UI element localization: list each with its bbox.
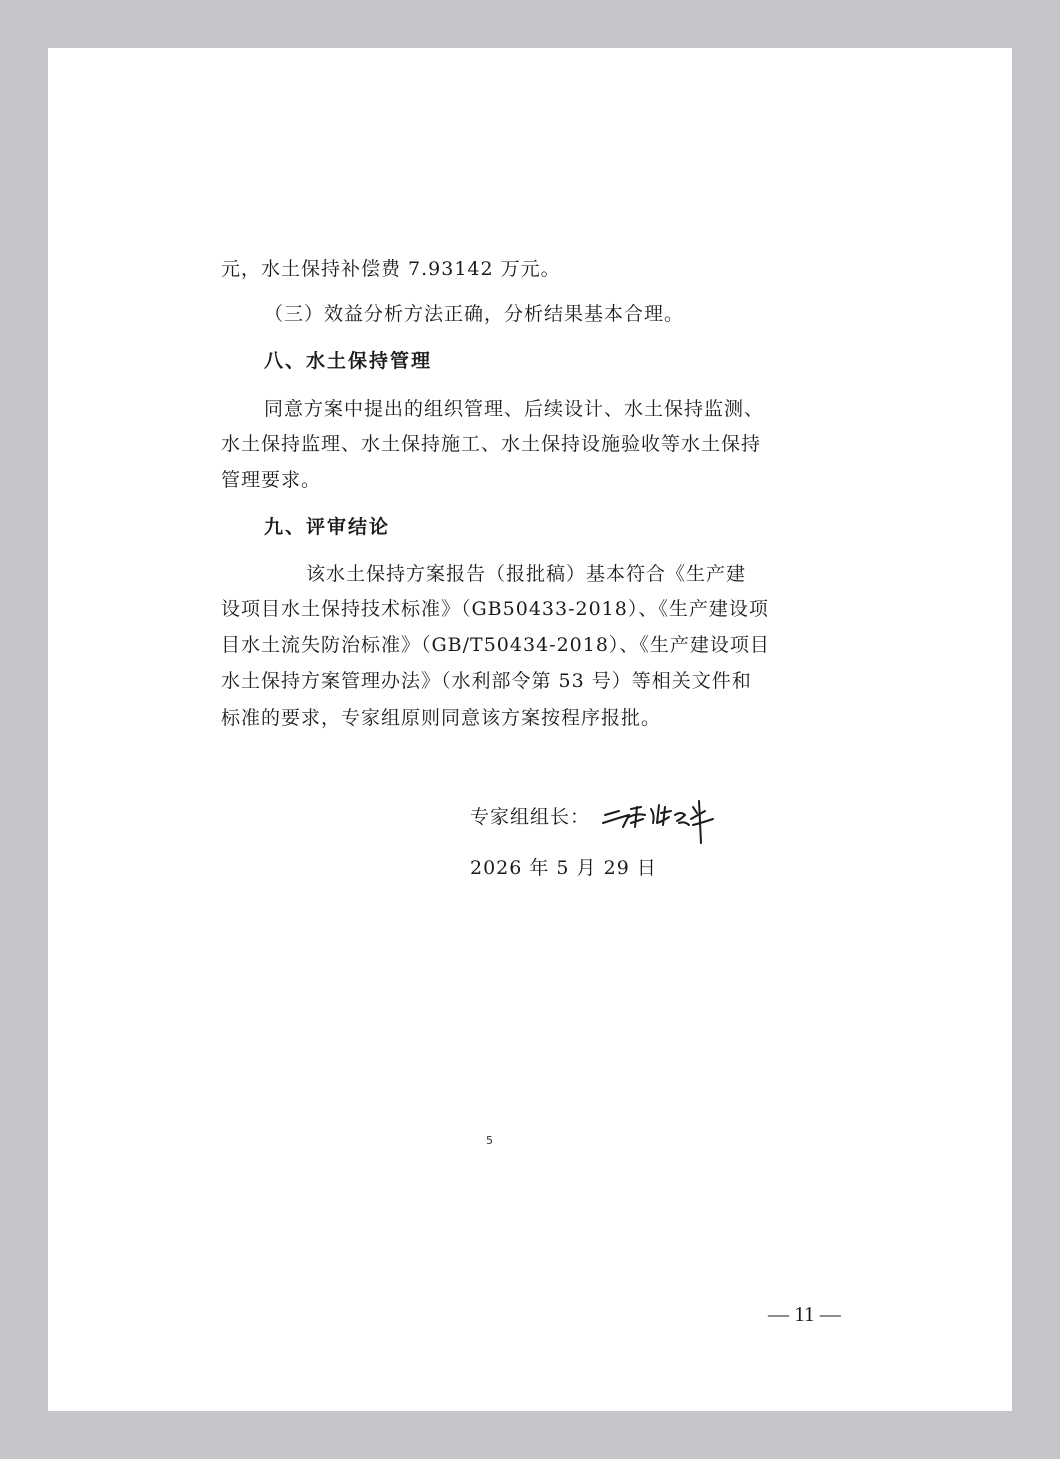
text-line: 元，水土保持补偿费 7.93142 万元。 xyxy=(221,258,561,280)
text-line: 目水土流失防治标准》（GB/T50434-2018）、《生产建设项目 xyxy=(221,634,770,656)
text-line: 水土保持监理、水土保持施工、水土保持设施验收等水土保持 xyxy=(221,433,762,455)
page-marker: 5 xyxy=(486,1134,493,1147)
section-heading: 九、评审结论 xyxy=(264,516,391,538)
text-line: 水土保持方案管理办法》（水利部令第 53 号）等相关文件和 xyxy=(221,670,752,692)
text-line: （三）效益分析方法正确，分析结果基本合理。 xyxy=(264,303,685,325)
section-heading: 八、水土保持管理 xyxy=(264,350,433,372)
text-line: 管理要求。 xyxy=(221,469,322,491)
signature-label: 专家组组长： xyxy=(470,806,591,828)
page-number: — 11 — xyxy=(768,1302,841,1326)
signature-date: 2026 年 5 月 29 日 xyxy=(470,857,657,879)
text-line: 该水土保持方案报告（报批稿）基本符合《生产建 xyxy=(306,563,747,585)
text-line: 设项目水土保持技术标准》（GB50433-2018）、《生产建设项 xyxy=(221,598,769,620)
handwritten-signature xyxy=(601,793,731,847)
text-line: 同意方案中提出的组织管理、后续设计、水土保持监测、 xyxy=(264,398,765,420)
document-page xyxy=(48,48,1012,1411)
text-line: 标准的要求，专家组原则同意该方案按程序报批。 xyxy=(221,707,662,729)
